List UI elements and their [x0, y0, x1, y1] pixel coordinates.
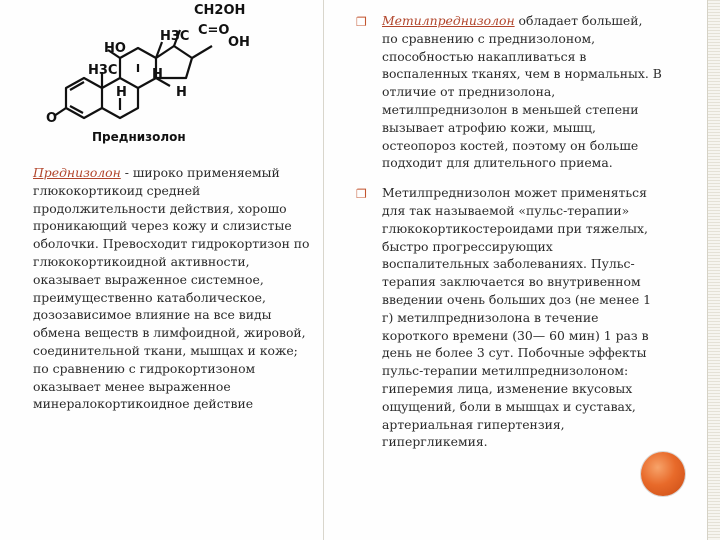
bullet-item — [356, 184, 662, 451]
label-oh: OH — [228, 35, 250, 50]
prednisolone-term: Преднизолон — [33, 165, 121, 180]
bullet-item — [356, 12, 662, 172]
label-h3c-top: H3C — [160, 29, 190, 44]
label-h-b: H — [116, 85, 127, 100]
label-h3c-left: H3C — [88, 63, 118, 78]
methylprednisolone-term: Метилпреднизолон — [382, 13, 515, 28]
structure-caption: Преднизолон — [92, 130, 186, 144]
prednisolone-description — [33, 164, 315, 413]
prednisolone-structure-diagram — [30, 0, 292, 150]
structure-svg — [30, 0, 292, 150]
label-o: O — [46, 111, 58, 126]
bullet-text: обладает большей, по сравнению с преднизолоном, способностью накапливаться в воспаленных тканях, чем в нормальных. В отличие от преднизолона, метилпреднизолон в меньшей степени вызывает атрофию кожи, мышц, остеопороз костей, поэтому он больше подходит для длительного приема. — [382, 13, 662, 171]
label-co: C=O — [198, 23, 230, 38]
label-h-a: H — [152, 67, 163, 82]
bullet-marker-icon: ❐ — [356, 187, 367, 202]
decorative-orb — [641, 452, 685, 496]
label-h-c: H — [176, 85, 187, 100]
slide-frame-edge — [707, 0, 720, 540]
bullet-text: Метилпреднизолон может применяться для так называемой «пульс-терапии» глюкокортикостероидами при тяжелых, быстро прогрессирующих воспалительных заболеваниях. Пульс-терапия заключается во внутривенном введении очень больших доз (не менее 1 г) метилпреднизолона в течение короткого времени (30— 60 мин) 1 раз в день не более 3 сут. Побочные эффекты пульс-терапии метилпреднизолоном: гиперемия лица, изменение вкусовых ощущений, боли в мышцах и суставах, артериальная гипертензия, гипергликемия. — [382, 185, 651, 450]
bullet-marker-icon: ❐ — [356, 15, 367, 29]
column-divider — [323, 0, 324, 540]
ring-a — [66, 78, 102, 118]
methylprednisolone-column — [356, 12, 662, 463]
prednisolone-text: - широко применяемый глюкокортикоид средней продолжительности действия, хорошо проникающий через кожу и слизистые оболочки. Превосходит гидрокортизон по глюкокортикоидной активности, оказывает выраженное системное, преимущественно катаболическое, дозозависимое влияние на все виды обмена веществ в лимфоидной, жировой, соединительной ткани, мышцах и коже; по сравнению с гидрокортизоном оказывает менее выраженное минералокортикоидное действие — [33, 165, 310, 412]
label-ch2oh: CH2OH — [194, 3, 246, 18]
label-ho: HO — [104, 41, 126, 56]
